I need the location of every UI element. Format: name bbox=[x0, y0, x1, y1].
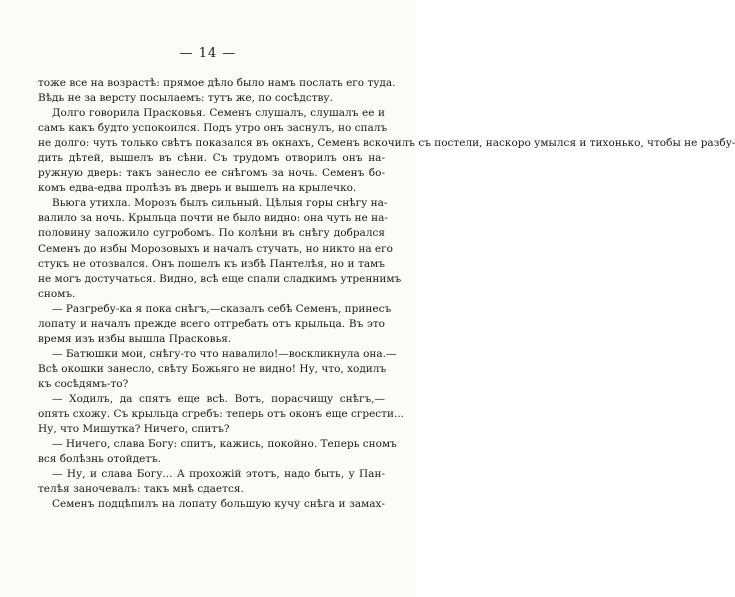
text-line: лопату и началъ прежде всего отгребать отъ крыльца. Въ это bbox=[38, 317, 385, 330]
text-line: комъ едва-едва пролѣзъ въ дверь и вышелъ на крылечко. bbox=[38, 182, 357, 195]
text-line: — Ничего, слава Богу: спитъ, кажись, покойно. Теперь сномъ bbox=[52, 438, 397, 451]
text-line: Семенъ до избы Морозовыхъ и началъ стучать, но никто на его bbox=[38, 242, 393, 255]
text-line: сномъ. bbox=[38, 287, 76, 300]
text-line: — Батюшки мои, снѣгу-то что навалило!—воскликнула она.— bbox=[52, 347, 397, 360]
text-line: Долго говорила Прасковья. Семенъ слушалъ, слушалъ ее и bbox=[52, 107, 385, 120]
text-line: къ сосѣдямъ-то? bbox=[38, 377, 129, 390]
text-line: самъ какъ будто успокоился. Подъ утро онъ заснулъ, но спалъ bbox=[38, 122, 388, 135]
text-line: не могъ достучаться. Видно, всѣ еще спали сладкимъ утреннимъ bbox=[38, 272, 402, 285]
text-line: — Ну, и слава Богу... А прохожій этотъ, надо быть, у Пан- bbox=[52, 468, 385, 481]
text-line: вся болѣзнь отойдетъ. bbox=[38, 453, 162, 466]
text-line: Вѣдь не за версту посылаемъ: тутъ же, по сосѣдству. bbox=[38, 92, 333, 105]
text-line: не долго: чуть только свѣтъ показался въ окнахъ, Семенъ вскочилъ съ постели, наскоро умылся и тихонько, чтобы не разбу- bbox=[38, 137, 735, 150]
body-text bbox=[38, 76, 735, 512]
text-line: Вьюга утихла. Морозъ былъ сильный. Цѣлыя горы снѣгу на- bbox=[52, 197, 388, 210]
text-line: стукъ не отозвался. Онъ пошелъ къ избѣ Пантелѣя, но и тамъ bbox=[38, 257, 385, 270]
text-line: ружную дверь: такъ занесло ее снѣгомъ за ночь. Семенъ бо- bbox=[38, 167, 385, 180]
text-line: — Разгребу-ка я пока снѣгъ,—сказалъ себѣ Семенъ, принесъ bbox=[52, 302, 392, 315]
text-line: Всѣ окошки занесло, свѣту Божьяго не видно! Ну, что, ходилъ bbox=[38, 362, 387, 375]
text-line: Семенъ подцѣпилъ на лопату большую кучу снѣга и замах- bbox=[52, 498, 385, 511]
text-line: валило за ночь. Крыльца почти не было видно: она чуть не на- bbox=[38, 212, 388, 225]
text-line: Ну, что Мишутка? Ничего, спитъ? bbox=[38, 423, 230, 436]
text-line: — Ходилъ, да спятъ еще всѣ. Вотъ, порасчищу снѣгъ,— bbox=[52, 392, 385, 405]
text-line: опять схожу. Съ крыльца сгребъ: теперь отъ оконъ еще сгрести... bbox=[38, 408, 404, 421]
text-line: тоже все на возрастѣ: прямое дѣло было намъ послать его туда. bbox=[38, 77, 396, 89]
page-number: — 14 — bbox=[179, 46, 237, 61]
text-line: половину заложило сугробомъ. По колѣни въ снѣгу добрался bbox=[38, 227, 385, 240]
text-line: время изъ избы вышла Прасковья. bbox=[38, 332, 232, 345]
text-line: дить дѣтей, вышелъ въ сѣни. Съ трудомъ отворилъ онъ на- bbox=[38, 152, 385, 165]
text-line: телѣя заночевалъ: такъ мнѣ сдается. bbox=[38, 483, 244, 496]
